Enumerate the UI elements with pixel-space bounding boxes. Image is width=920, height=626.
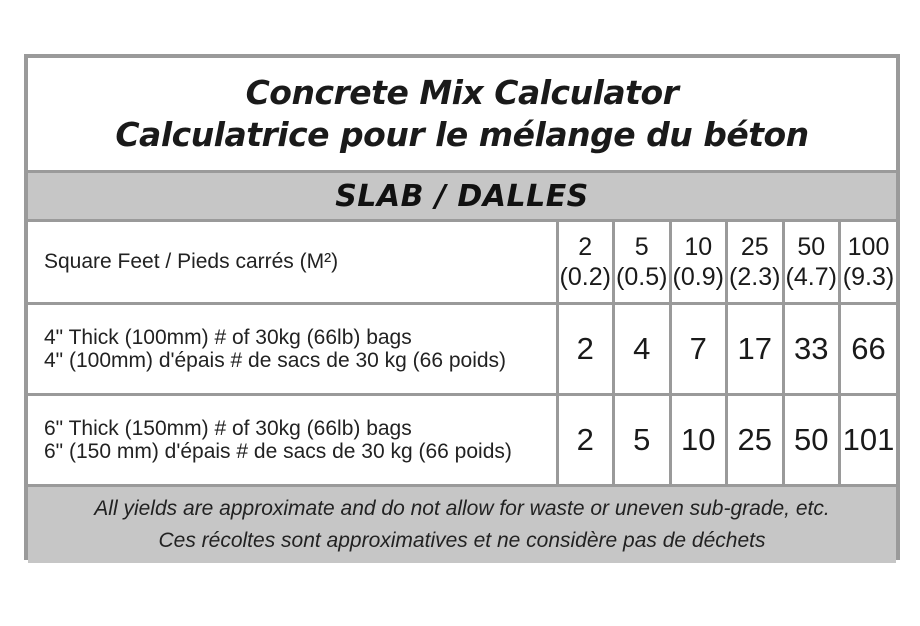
row-label-english: 4" Thick (100mm) # of 30kg (66lb) bags [44,326,412,349]
area-sqft: 25 [740,233,769,261]
section-band [28,173,896,222]
area-m2: (4.7) [785,263,837,291]
disclaimer-french: Ces récoltes sont approximatives et ne considère pas de déchets [158,529,766,552]
area-m2: (9.3) [842,263,895,291]
area-sqft: 50 [797,233,826,261]
area-column-header [840,222,897,304]
bag-count: 10 [670,395,727,486]
section-title: SLAB / DALLES [335,178,589,214]
bag-count: 2 [557,395,614,486]
area-column-header [557,222,614,304]
row-label-english: 6" Thick (150mm) # of 30kg (66lb) bags [44,417,412,440]
area-column-header [614,222,671,304]
bag-count: 17 [727,304,784,395]
area-column-header [670,222,727,304]
table-row-6-inch [28,395,896,486]
bag-count: 33 [783,304,840,395]
area-column-header [727,222,784,304]
table-row-4-inch [28,304,896,395]
area-sqft: 2 [578,233,593,261]
row-label [28,395,557,486]
bag-count: 2 [557,304,614,395]
yield-table [28,222,896,487]
table-header-row [28,222,896,304]
area-m2: (0.2) [559,263,611,291]
area-sqft: 5 [634,233,649,261]
bag-count: 4 [614,304,671,395]
bag-count: 7 [670,304,727,395]
concrete-calculator-card [24,54,900,560]
row-label-french: 6" (150 mm) d'épais # de sacs de 30 kg (66 poids) [44,440,512,463]
area-column-header [783,222,840,304]
disclaimer-footer [28,487,896,563]
area-m2: (0.5) [616,263,668,291]
area-m2: (0.9) [672,263,724,291]
row-label [28,304,557,395]
bag-count: 25 [727,395,784,486]
disclaimer-english: All yields are approximate and do not allow for waste or uneven sub-grade, etc. [94,497,830,520]
bag-count: 66 [840,304,897,395]
area-sqft: 10 [684,233,713,261]
bag-count: 101 [840,395,897,486]
area-m2: (2.3) [729,263,781,291]
bag-count: 50 [783,395,840,486]
title-english: Concrete Mix Calculator [245,73,679,112]
title-french: Calculatrice pour le mélange du béton [115,115,809,154]
square-feet-label: Square Feet / Pieds carrés (M²) [28,222,557,304]
bag-count: 5 [614,395,671,486]
row-label-french: 4" (100mm) d'épais # de sacs de 30 kg (66 poids) [44,349,507,372]
area-sqft: 100 [847,233,890,261]
title-block [28,58,896,173]
